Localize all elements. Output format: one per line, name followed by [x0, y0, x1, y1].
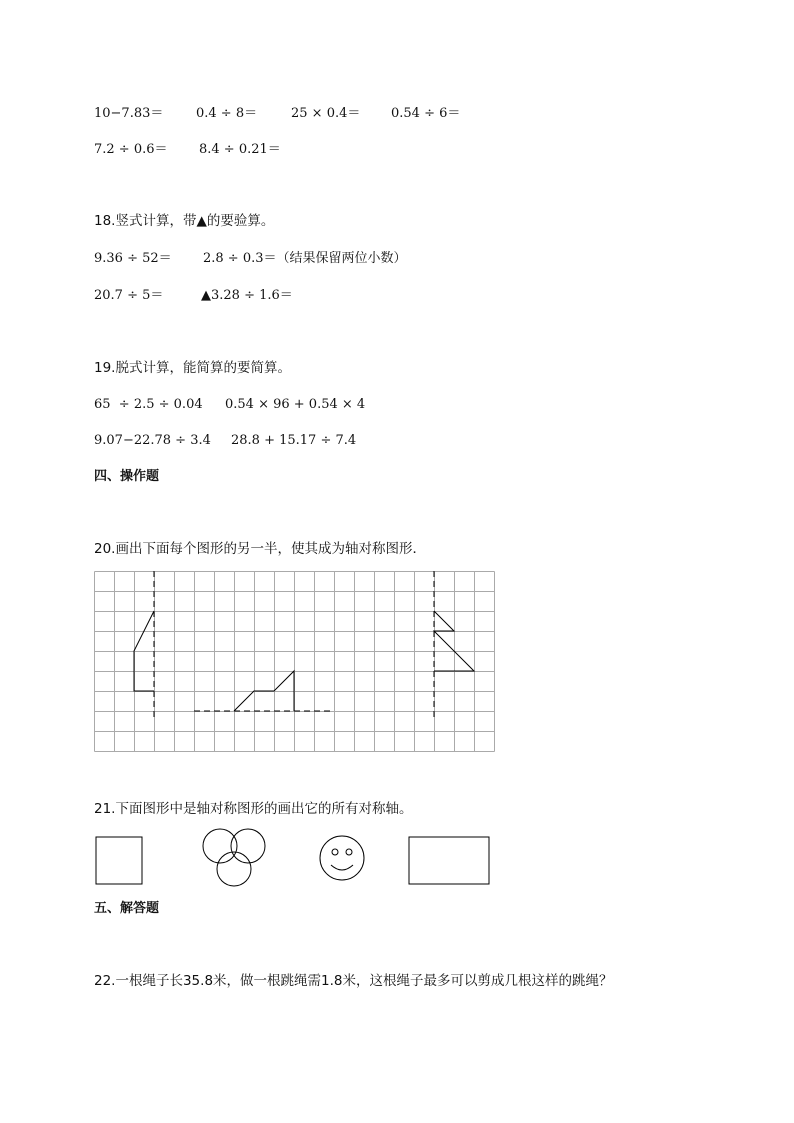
symmetry-grid-figure [94, 571, 496, 753]
shapes-figure [90, 825, 500, 890]
calc-item: 7.2 ÷ 0.6＝ [94, 142, 168, 157]
calc-item: 10−7.83＝ [94, 106, 164, 121]
calc-item: ▲3.28 ÷ 1.6＝ [201, 288, 293, 303]
question-19-title: 19.脱式计算，能简算的要简算。 [94, 360, 291, 376]
section-heading: 五、解答题 [94, 901, 160, 916]
question-18-title: 18.竖式计算，带▲的要验算。 [94, 213, 275, 229]
question-21-title: 21.下面图形中是轴对称图形的画出它的所有对称轴。 [94, 801, 413, 817]
smiley-face-shape [320, 836, 364, 880]
rectangle-shape [409, 837, 489, 884]
question-20-title: 20.画出下面每个图形的另一半，使其成为轴对称图形． [94, 541, 426, 557]
calc-item: 9.36 ÷ 52＝ [94, 251, 172, 266]
calc-item: 25 × 0.4＝ [291, 106, 361, 121]
calc-item: 9.07−22.78 ÷ 3.4 [94, 433, 211, 448]
calc-item: 65 ÷ 2.5 ÷ 0.04 [94, 397, 203, 412]
square-shape [96, 837, 142, 884]
calc-item: 28.8 + 15.17 ÷ 7.4 [231, 433, 357, 448]
calc-item: 2.8 ÷ 0.3＝（结果保留两位小数） [203, 251, 407, 266]
calc-item: 0.4 ÷ 8＝ [196, 106, 258, 121]
calc-item: 0.54 ÷ 6＝ [391, 106, 461, 121]
calc-item: 20.7 ÷ 5＝ [94, 288, 164, 303]
calc-item: 0.54 × 96 + 0.54 × 4 [225, 397, 366, 412]
calc-item: 8.4 ÷ 0.21＝ [199, 142, 281, 157]
question-22-title: 22.一根绳子长35.8米，做一根跳绳需1.8米，这根绳子最多可以剪成几根这样的跳绳？ [94, 973, 613, 989]
section-heading: 四、操作题 [94, 469, 160, 484]
three-circles-shape [203, 829, 265, 886]
